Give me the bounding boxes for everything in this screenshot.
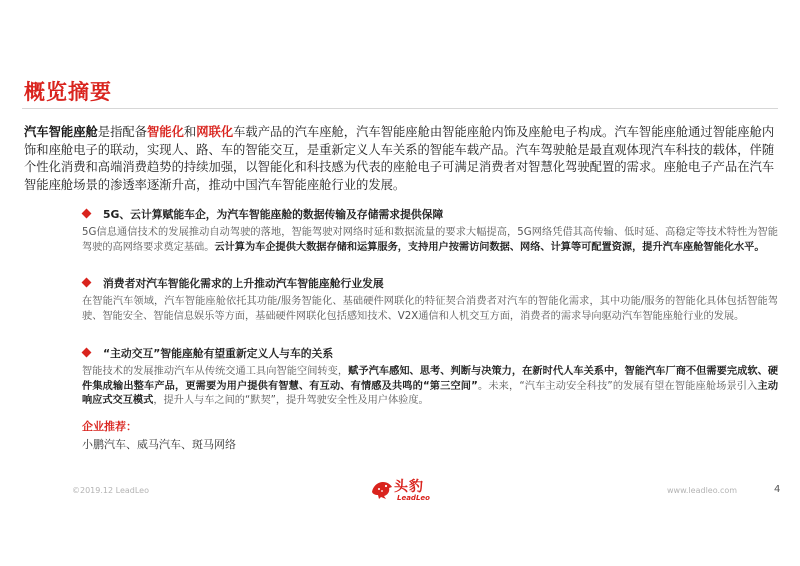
page-title: 概览摘要 — [24, 80, 112, 104]
section-body-text: 在智能汽车领域，汽车智能座舱依托其功能/服务智能化、基础硬件网联化的特征契合消费者对汽车的智能化需求，其中功能/服务的智能化具体包括智能驾驶、智能安全、智能信息娱乐等方面，基础硬件网联化包括感知技术、V2X通信和人机交互方面，消费者的需求导向驱动汽车智能座舱行业的发展。 — [82, 296, 778, 322]
section-active-interaction — [82, 346, 778, 409]
section-5g-cloud — [82, 207, 778, 255]
intro-paragraph — [24, 124, 782, 194]
section-body-text: 5G信息通信技术的发展推动自动驾驶的落地，智能驾驶对网络时延和数据流量的要求大幅提高，5G网络凭借其高传输、低时延、高稳定等技术特性为智能驾驶的高网络要求奠定基础。 — [82, 227, 778, 253]
section-body — [82, 226, 778, 255]
section-body-bold: 云计算为车企提供大数据存储和运算服务，支持用户按需访问数据、网络、计算等可配置资源，提升汽车座舱智能化水平。 — [214, 241, 765, 253]
section-consumer-demand — [82, 276, 778, 324]
section-body-text: 智能技术的发展推动汽车从传统交通工具向智能空间转变， — [82, 366, 349, 377]
section-heading — [82, 276, 778, 291]
section-body — [82, 295, 778, 324]
section-body-text: ，提升人与车之间的“默契”，提升驾驶安全性及用户体验度。 — [153, 395, 429, 407]
intro-term: 汽车智能座舱 — [24, 125, 98, 139]
section-body-text: 。未来，“汽车主动安全科技”的发展有望在智能座舱场景引入 — [477, 380, 758, 392]
bullet-diamond-icon — [82, 348, 92, 358]
section-heading-text: “主动交互”智能座舱有望重新定义人与车的关系 — [103, 347, 334, 360]
leopard-icon — [370, 478, 394, 500]
recommend-label: 企业推荐： — [82, 420, 137, 433]
section-heading — [82, 207, 778, 222]
leadleo-logo — [370, 476, 434, 504]
intro-text-3: 车载产品的汽车座舱，汽车智能座舱由智能座舱内饰及座舱电子构成。汽车智能座舱通过智能座舱内饰和座舱电子的联动，实现人、路、车的智能交互，是重新定义人车关系的智能车载产品。汽车驾驶舱是最直观体现汽车科技的载体，伴随个性化消费和高端消费趋势的持续加强，以智能化和科技感为代表的座舱电子可满足消费者对智慧化驾驶配置的需求。座舱电子产品在汽车智能座舱场景的渗透率逐渐升高，推动中国汽车智能座舱行业的发展。 — [24, 125, 775, 192]
logo-text-en: LeadLeo — [397, 494, 430, 502]
section-body — [82, 365, 778, 409]
bullet-diamond-icon — [82, 278, 92, 288]
bullet-diamond-icon — [82, 209, 92, 219]
recommend-list: 小鹏汽车、威马汽车、斑马网络 — [82, 438, 236, 451]
intro-keyword-connected: 网联化 — [196, 125, 234, 139]
section-heading-text: 消费者对汽车智能化需求的上升推动汽车智能座舱行业发展 — [103, 277, 384, 290]
section-heading — [82, 346, 778, 361]
title-divider — [22, 108, 778, 109]
intro-text-2: 和 — [183, 125, 197, 139]
footer-website[interactable]: www.leadleo.com — [667, 486, 738, 495]
footer-copyright: ©2019.12 LeadLeo — [72, 486, 149, 495]
page-number: 4 — [774, 484, 781, 495]
intro-keyword-smart: 智能化 — [147, 125, 184, 139]
section-body-bold: 主动响应式交互模式 — [82, 380, 779, 407]
logo-text-cn: 头豹 — [394, 479, 424, 495]
intro-text-1: 是指配备 — [97, 125, 147, 139]
section-body-bold: 赋予汽车感知、思考、判断与决策力，在新时代人车关系中，智能汽车厂商不但需要完成软、硬件集成输出整车产品，更需要为用户提供有智慧、有互动、有情感及共鸣的“第三空间” — [82, 366, 779, 392]
section-heading-text: 5G、云计算赋能车企，为汽车智能座舱的数据传输及存储需求提供保障 — [103, 208, 444, 221]
